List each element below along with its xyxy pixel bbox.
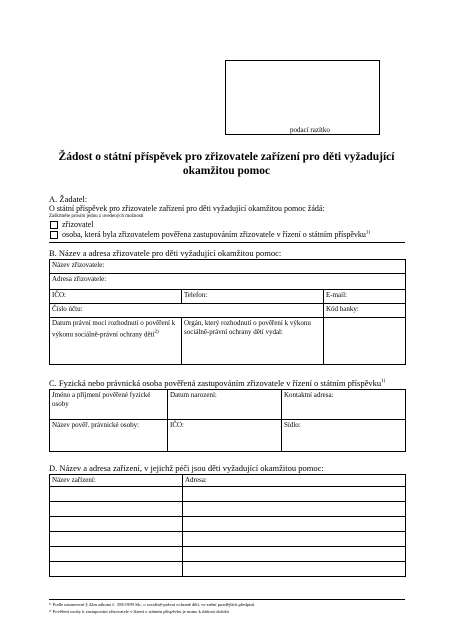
footnote-ref: 1) [365,230,371,236]
representative-table [49,389,406,452]
facility-name-header: Název zařízení: [50,475,183,487]
facility-address-cell[interactable] [183,502,406,517]
person-name-field[interactable]: Jméno a příjmení pověřené fyzické osoby [50,390,168,420]
account-number-field[interactable]: Číslo účtu: [50,304,324,318]
facility-address-cell[interactable] [183,487,406,502]
option-founder-label: zřizovatel [62,220,94,229]
section-c-heading: C. Fyzická nebo právnická osoba pověřená zastupováním zřizovatele v řízení o státním příspěvku$^{1)}$ [49,378,386,388]
option-representative-checkbox[interactable] [50,231,58,239]
contact-address-field[interactable]: Kontaktní adresa: [282,390,406,420]
facility-name-cell[interactable] [50,502,183,517]
bank-code-field[interactable]: Kód banky: [324,304,406,318]
form-title [40,150,413,178]
email-field[interactable]: E-mail: [324,290,406,304]
facility-address-cell[interactable] [183,517,406,532]
form-title-line1: Žádost o státní příspěvek pro zřizovatele zařízení pro děti vyžadující [58,151,395,163]
founder-table [49,259,406,365]
stamp-label: podací razítko [290,126,330,134]
facility-address-cell[interactable] [183,547,406,562]
section-a-heading: A. Žadatel: [49,194,88,204]
authority-field[interactable]: Orgán, který rozhodnutí o pověření k výkonu sociálně-právní ochrany dětí vydal: [182,318,324,365]
facility-address-header: Adresa: [183,475,406,487]
section-a-divider [49,242,405,243]
section-d-heading: D. Název a adresa zařízení, v jejichž péči jsou děti vyžadující okamžitou pomoc: [49,463,324,473]
founder-name-field[interactable]: Název zřizovatele: [50,260,406,274]
facility-name-cell[interactable] [50,547,183,562]
founder-address-field[interactable]: Adresa zřizovatele: [50,274,406,290]
stamp-box [225,60,380,135]
facility-name-cell[interactable] [50,562,183,577]
phone-field[interactable]: Telefon: [182,290,324,304]
decision-date-field[interactable]: Datum právní moci rozhodnutí o pověření k výkonu sociálně-právní ochrany dětí$^{2)}$ [50,318,182,365]
section-a-note: Zaškrtněte prosím jednu z uvedených možností [49,214,144,219]
birth-date-field[interactable]: Datum narození: [168,390,282,420]
section-b-heading: B. Název a adresa zřizovatele pro děti vyžadující okamžitou pomoc: [49,248,282,258]
section-a-statement: O státní příspěvek pro zřizovatele zařízení pro děti vyžadující okamžitou pomoc žádá: [49,204,325,213]
facility-name-cell[interactable] [50,487,183,502]
facility-name-cell[interactable] [50,532,183,547]
legal-entity-ico-field[interactable]: IČO: [168,420,282,452]
facility-address-cell[interactable] [183,532,406,547]
facility-table [49,474,406,577]
footnote-divider [49,599,405,600]
option-founder-checkbox[interactable] [50,221,58,229]
facility-name-cell[interactable] [50,517,183,532]
form-title-line2: okamžitou pomoc [182,165,271,177]
legal-entity-seat-field[interactable]: Sídlo: [282,420,406,452]
facility-address-cell[interactable] [183,562,406,577]
ico-field[interactable]: IČO: [50,290,182,304]
legal-entity-name-field[interactable]: Název pověř. právnické osoby: [50,420,168,452]
authority-value-field[interactable] [324,318,406,365]
footnote-1: ¹⁾ Podle ustanovení § 42m zákona č. 359/1999 Sb., o sociálně-právní ochraně dětí, ve znění pozdějších předpisů [49,602,255,607]
option-representative-label: osoba, která byla zřizovatelem pověřena zastupováním zřizovatele v řízení o státním příspěvku$^{1)}$ [62,230,371,239]
footnote-2: ²⁾ Pověření osoby k zastupování zřizovatele v řízení o státním příspěvku je nutno k žádosti doložit [49,609,229,614]
